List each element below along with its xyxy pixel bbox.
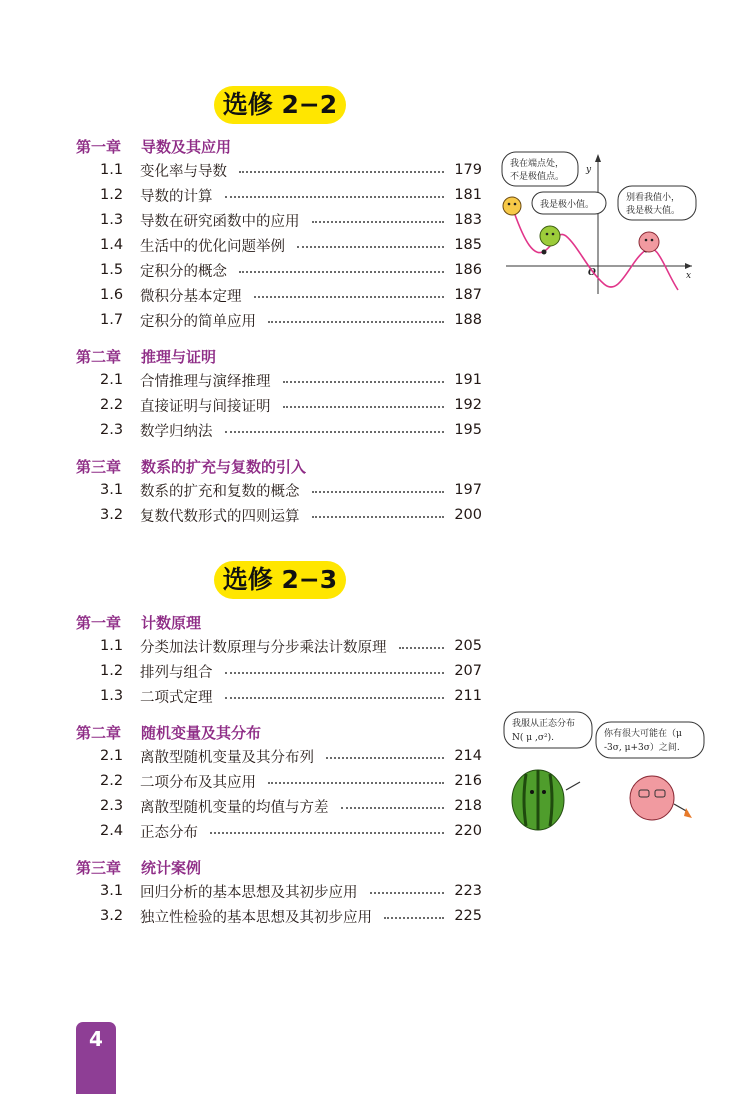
dot-leader <box>225 431 445 433</box>
eye-icon <box>508 203 511 206</box>
dot-leader <box>399 647 445 649</box>
entry-page: 187 <box>454 287 482 303</box>
entry-title: 独立性检验的基本思想及其初步应用 <box>140 909 372 926</box>
chapter-heading <box>76 857 201 878</box>
entry-number: 1.1 <box>100 162 124 178</box>
chapter-heading <box>76 456 306 477</box>
entry-number: 3.1 <box>100 883 124 899</box>
chapter-label: 第二章 <box>76 348 122 366</box>
dot-leader <box>239 271 444 273</box>
entry-title: 微积分基本定理 <box>140 288 242 305</box>
entry-title: 合情推理与演绎推理 <box>140 373 271 390</box>
toc-entry[interactable] <box>100 309 482 331</box>
page-number-tab <box>76 1022 116 1094</box>
entry-number: 1.2 <box>100 663 124 679</box>
dot-leader <box>268 782 444 784</box>
entry-title: 离散型随机变量的均值与方差 <box>140 799 329 816</box>
chapter-heading <box>76 612 201 633</box>
eye-icon <box>651 239 654 242</box>
dot-leader <box>297 246 444 248</box>
toc-entry[interactable] <box>100 770 482 792</box>
entry-title: 数学归纳法 <box>140 423 213 440</box>
entry-number: 1.7 <box>100 312 124 328</box>
carrot-icon <box>684 808 692 818</box>
entry-page: 185 <box>454 237 482 253</box>
toc-entry[interactable] <box>100 284 482 306</box>
chapter-label: 第二章 <box>76 724 122 742</box>
entry-page: 195 <box>454 422 482 438</box>
eye-icon <box>546 233 549 236</box>
toc-entry[interactable] <box>100 820 482 842</box>
eye-icon <box>552 233 555 236</box>
entry-number: 3.2 <box>100 908 124 924</box>
toc-entry[interactable] <box>100 905 482 927</box>
dot-leader <box>268 321 444 323</box>
lime-character <box>540 226 560 246</box>
entry-number: 2.3 <box>100 422 124 438</box>
dot-leader <box>225 697 445 699</box>
entry-page: 218 <box>454 798 482 814</box>
entry-page: 183 <box>454 212 482 228</box>
entry-page: 186 <box>454 262 482 278</box>
dot-leader <box>312 491 445 493</box>
section-title-badge: 选修 2−2 <box>214 86 346 124</box>
dot-leader <box>239 171 444 173</box>
chapter-name: 统计案例 <box>141 859 202 877</box>
entry-title: 定积分的简单应用 <box>140 313 256 330</box>
origin-label: O <box>588 268 596 278</box>
entry-number: 3.1 <box>100 482 124 498</box>
toc-entry[interactable] <box>100 234 482 256</box>
toc-entry[interactable] <box>100 795 482 817</box>
bubble-text-line: 不是极值点。 <box>510 172 565 182</box>
entry-page: 191 <box>454 372 482 388</box>
entry-page: 188 <box>454 312 482 328</box>
bubble-text-line: 我是极大值。 <box>626 206 681 216</box>
entry-number: 2.1 <box>100 748 124 764</box>
dot-leader <box>326 757 444 759</box>
entry-title: 分类加法计数原理与分步乘法计数原理 <box>140 639 387 656</box>
entry-title: 直接证明与间接证明 <box>140 398 271 415</box>
toc-entry[interactable] <box>100 880 482 902</box>
chapter-name: 导数及其应用 <box>141 138 232 156</box>
lemon-character <box>503 197 521 215</box>
toc-entry[interactable] <box>100 635 482 657</box>
entry-title: 排列与组合 <box>140 664 213 681</box>
chapter-name: 推理与证明 <box>141 348 217 366</box>
entry-page: 220 <box>454 823 482 839</box>
chapter-name: 数系的扩充与复数的引入 <box>141 458 307 476</box>
entry-title: 离散型随机变量及其分布列 <box>140 749 314 766</box>
toc-entry[interactable] <box>100 660 482 682</box>
entry-page: 225 <box>454 908 482 924</box>
section-title-badge: 选修 2−3 <box>214 561 346 599</box>
entry-number: 1.1 <box>100 638 124 654</box>
toc-entry[interactable] <box>100 394 482 416</box>
entry-number: 2.2 <box>100 773 124 789</box>
bubble-text-line: 我在端点处， <box>510 159 565 169</box>
entry-number: 1.3 <box>100 212 124 228</box>
eye-icon <box>530 790 534 794</box>
entry-title: 导数在研究函数中的应用 <box>140 213 300 230</box>
dot-leader <box>210 832 444 834</box>
toc-entry[interactable] <box>100 479 482 501</box>
entry-page: 214 <box>454 748 482 764</box>
entry-number: 2.4 <box>100 823 124 839</box>
bubble-text-line: 别看我值小， <box>626 193 681 203</box>
toc-entry[interactable] <box>100 369 482 391</box>
entry-title: 二项分布及其应用 <box>140 774 256 791</box>
bubble-text-line: 我是极小值。 <box>540 200 595 210</box>
normal-distribution-cartoon-illustration <box>500 708 710 840</box>
chapter-label: 第三章 <box>76 458 122 476</box>
pointing-arm <box>566 782 580 790</box>
entry-title: 正态分布 <box>140 824 198 841</box>
entry-title: 回归分析的基本思想及其初步应用 <box>140 884 358 901</box>
chapter-label: 第一章 <box>76 614 122 632</box>
entry-page: 207 <box>454 663 482 679</box>
entry-page: 205 <box>454 638 482 654</box>
toc-entry[interactable] <box>100 504 482 526</box>
chapter-heading <box>76 136 231 157</box>
dot-leader <box>225 672 445 674</box>
toc-entry[interactable] <box>100 184 482 206</box>
x-axis-arrow-icon <box>685 263 692 269</box>
peach-character <box>630 776 674 820</box>
eye-icon <box>514 203 517 206</box>
extremum-cartoon-illustration <box>494 150 704 300</box>
dot-leader <box>283 381 445 383</box>
entry-page: 211 <box>454 688 482 704</box>
bubble-text-line: 我服从正态分布 <box>512 719 576 729</box>
entry-number: 3.2 <box>100 507 124 523</box>
toc-entry[interactable] <box>100 209 482 231</box>
entry-number: 2.2 <box>100 397 124 413</box>
dot-leader <box>312 221 445 223</box>
eye-icon <box>542 790 546 794</box>
entry-number: 1.6 <box>100 287 124 303</box>
peach-character <box>639 232 659 252</box>
entry-number: 1.3 <box>100 688 124 704</box>
chapter-heading <box>76 722 261 743</box>
entry-title: 变化率与导数 <box>140 163 227 180</box>
dot-leader <box>384 917 444 919</box>
entry-number: 1.5 <box>100 262 124 278</box>
dot-leader <box>254 296 445 298</box>
entry-title: 导数的计算 <box>140 188 213 205</box>
toc-entry[interactable] <box>100 419 482 441</box>
toc-entry[interactable] <box>100 159 482 181</box>
bubble-text-line: N( μ ,σ²). <box>512 733 554 743</box>
chapter-label: 第三章 <box>76 859 122 877</box>
entry-page: 200 <box>454 507 482 523</box>
minimum-point <box>542 250 547 255</box>
chapter-name: 计数原理 <box>141 614 202 632</box>
entry-number: 1.2 <box>100 187 124 203</box>
entry-number: 1.4 <box>100 237 124 253</box>
chapter-label: 第一章 <box>76 138 122 156</box>
dot-leader <box>283 406 445 408</box>
toc-entry[interactable] <box>100 685 482 707</box>
entry-number: 2.1 <box>100 372 124 388</box>
dot-leader <box>225 196 445 198</box>
y-axis-arrow-icon <box>595 154 601 162</box>
eye-icon <box>645 239 648 242</box>
entry-page: 197 <box>454 482 482 498</box>
dot-leader <box>370 892 445 894</box>
toc-entry[interactable] <box>100 259 482 281</box>
entry-page: 192 <box>454 397 482 413</box>
x-axis-label: x <box>686 271 692 281</box>
entry-page: 216 <box>454 773 482 789</box>
y-axis-label: y <box>586 165 592 175</box>
bubble-text-line: 你有很大可能在（μ <box>604 729 682 739</box>
entry-page: 181 <box>454 187 482 203</box>
dot-leader <box>312 516 445 518</box>
chapter-name: 随机变量及其分布 <box>141 724 262 742</box>
entry-page: 223 <box>454 883 482 899</box>
entry-title: 数系的扩充和复数的概念 <box>140 483 300 500</box>
entry-title: 复数代数形式的四则运算 <box>140 508 300 525</box>
bubble-text-line: -3σ, μ+3σ）之间. <box>604 743 680 753</box>
chapter-heading <box>76 346 216 367</box>
page-number: 4 <box>89 1027 103 1051</box>
entry-title: 定积分的概念 <box>140 263 227 280</box>
entry-page: 179 <box>454 162 482 178</box>
dot-leader <box>341 807 445 809</box>
toc-entry[interactable] <box>100 745 482 767</box>
entry-number: 2.3 <box>100 798 124 814</box>
entry-title: 二项式定理 <box>140 689 213 706</box>
entry-title: 生活中的优化问题举例 <box>140 238 285 255</box>
